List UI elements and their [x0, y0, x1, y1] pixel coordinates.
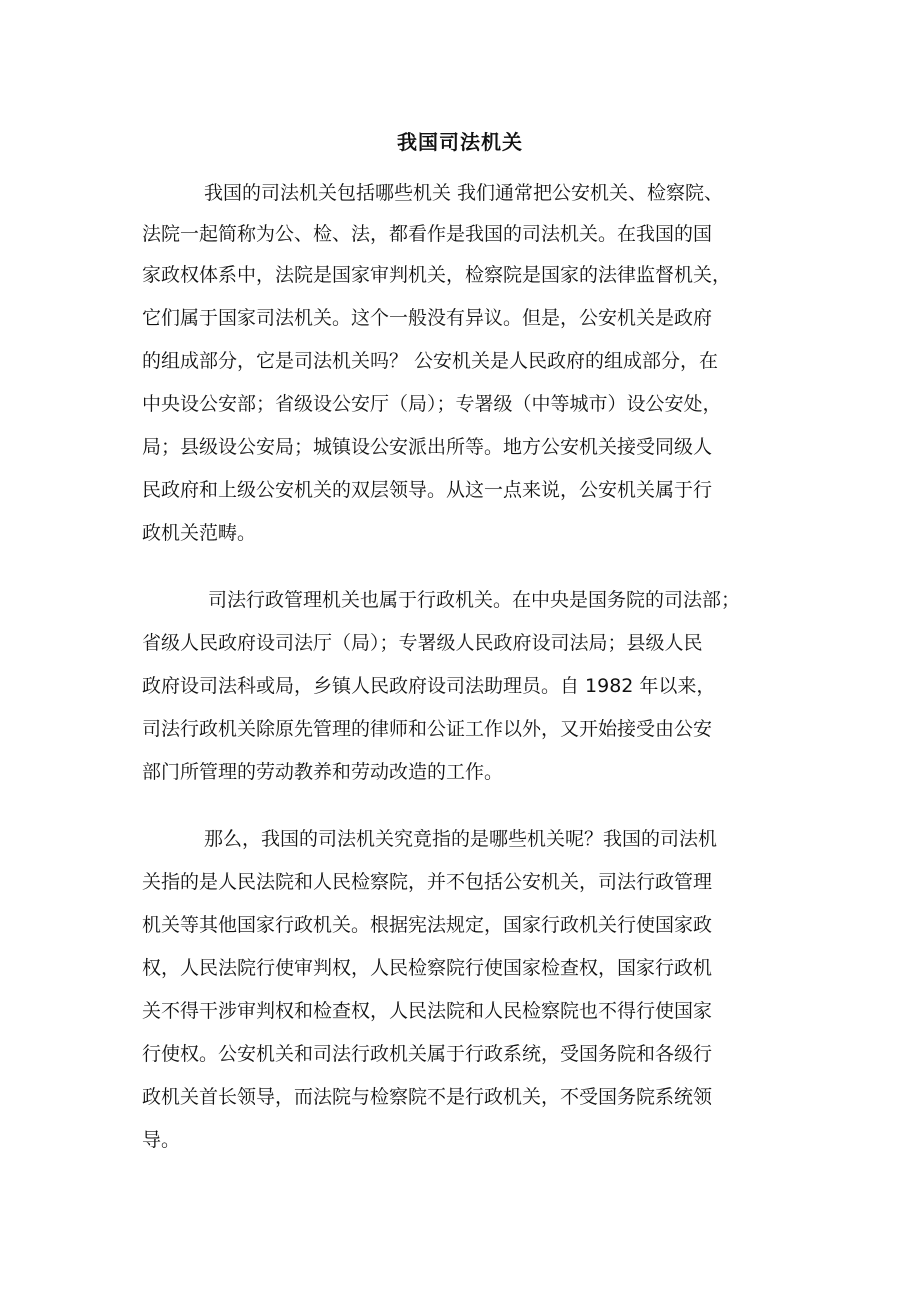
paragraph-line: 民政府和上级公安机关的双层领导。从这一点来说，公安机关属于行 — [142, 479, 713, 501]
paragraph-line: 权，人民法院行使审判权，人民检察院行使国家检查权，国家行政机 — [142, 957, 713, 979]
paragraph-line: 省级人民政府设司法厅（局）；专署级人民政府设司法局；县级人民 — [142, 632, 703, 654]
paragraph-line: 家政权体系中，法院是国家审判机关，检察院是国家的法律监督机关， — [142, 264, 732, 286]
paragraph-line: 法院一起简称为公、检、法，都看作是我国的司法机关。在我国的国 — [142, 223, 713, 245]
paragraph-line: 政府设司法科或局，乡镇人民政府设司法助理员。自 1982 年以来， — [142, 675, 716, 697]
paragraph-line: 机关等其他国家行政机关。根据宪法规定，国家行政机关行使国家政 — [142, 914, 713, 936]
paragraph-line: 关不得干涉审判权和检查权，人民法院和人民检察院也不得行使国家 — [142, 1000, 713, 1022]
paragraph-line: 导。 — [142, 1129, 181, 1151]
paragraph-line: 政机关范畴。 — [142, 522, 257, 544]
paragraph-line: 关指的是人民法院和人民检察院，并不包括公安机关，司法行政管理 — [142, 871, 713, 893]
paragraph-line: 司法行政管理机关也属于行政机关。在中央是国务院的司法部； — [208, 589, 741, 611]
paragraph-line: 司法行政机关除原先管理的律师和公证工作以外，又开始接受由公安 — [142, 718, 713, 740]
paragraph-line: 那么，我国的司法机关究竟指的是哪些机关呢？我国的司法机 — [204, 828, 718, 850]
paragraph-line: 的组成部分，它是司法机关吗？ 公安机关是人民政府的组成部分，在 — [142, 350, 719, 372]
paragraph-line: 部门所管理的劳动教养和劳动改造的工作。 — [142, 761, 504, 783]
paragraph-line: 局；县级设公安局；城镇设公安派出所等。地方公安机关接受同级人 — [142, 436, 713, 458]
paragraph-line: 政机关首长领导，而法院与检察院不是行政机关，不受国务院系统领 — [142, 1086, 713, 1108]
paragraph-line: 中央设公安部；省级设公安厅（局）；专署级（中等城市）设公安处， — [142, 393, 722, 415]
paragraph-line: 我国的司法机关包括哪些机关 我们通常把公安机关、检察院、 — [204, 182, 724, 204]
paragraph-line: 它们属于国家司法机关。这个一般没有异议。但是，公安机关是政府 — [142, 307, 713, 329]
paragraph-line: 行使权。公安机关和司法行政机关属于行政系统，受国务院和各级行 — [142, 1043, 713, 1065]
page-title: 我国司法机关 — [397, 130, 523, 154]
